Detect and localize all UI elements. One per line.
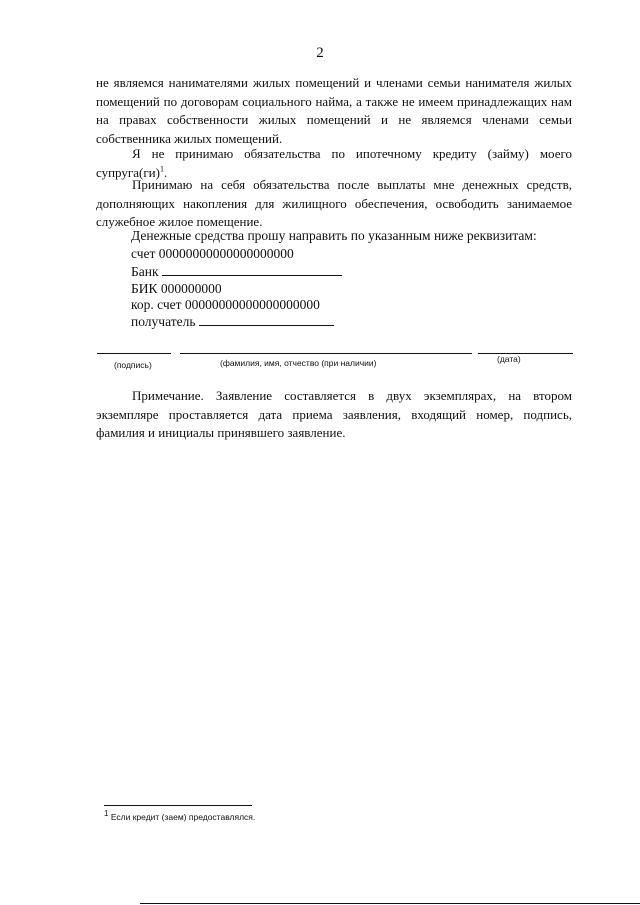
name-caption: (фамилия, имя, отчество (при наличии) xyxy=(220,358,377,368)
requisites-account: счет 00000000000000000000 xyxy=(131,246,294,261)
page-number: 2 xyxy=(316,45,324,61)
paragraph-housing-status-text: не являемся нанимателями жилых помещений и членами семьи нанимателя жилых помещений по договорам социального найма, а также не имеем принадлежащих нам на правах собственности жилых помещений и не являемся членами семьи собственника жилых помещений. xyxy=(96,75,572,146)
requisites-bank xyxy=(131,263,342,280)
recipient-blank-line xyxy=(199,313,334,326)
signature-line xyxy=(97,353,171,354)
footnote-reference: 1 xyxy=(159,164,164,174)
requisites-bank-label: Банк xyxy=(131,264,159,279)
paragraph-mortgage-end: . xyxy=(163,164,168,180)
bank-blank-line xyxy=(162,263,342,276)
requisites-corr-account: кор. счет 00000000000000000000 xyxy=(131,297,320,312)
paragraph-housing-status xyxy=(96,74,572,148)
date-caption: (дата) xyxy=(497,354,521,364)
footnote-marker: 1 xyxy=(104,809,109,819)
paragraph-mortgage-text: Я не принимаю обязательства по ипотечному кредиту (займу) моего супруга(ги) xyxy=(96,146,572,180)
date-line xyxy=(478,353,573,354)
requisites-intro: Денежные средства прошу направить по указанным ниже реквизитам: xyxy=(131,228,537,243)
note-text: Примечание. Заявление составляется в двух экземплярах, на втором экземпляре проставляется дата приема заявления, входящий номер, подпись, фамилия и инициалы принявшего заявление. xyxy=(96,388,572,440)
note-paragraph xyxy=(96,387,572,443)
requisites-recipient xyxy=(131,313,334,330)
name-line xyxy=(180,353,472,354)
footnote xyxy=(104,809,256,822)
paragraph-obligation xyxy=(96,176,572,232)
signature-caption: (подпись) xyxy=(114,360,152,370)
requisites-bik: БИК 000000000 xyxy=(131,281,222,296)
page-bottom-edge xyxy=(140,903,640,904)
footnote-separator xyxy=(104,805,252,806)
footnote-text: Если кредит (заем) предоставлялся. xyxy=(108,812,256,822)
paragraph-obligation-text: Принимаю на себя обязательства после выплаты мне денежных средств, дополняющих накопления для жилищного обеспечения, освободить занимаемое служебное жилое помещение. xyxy=(96,177,572,229)
requisites-recipient-label: получатель xyxy=(131,314,196,329)
